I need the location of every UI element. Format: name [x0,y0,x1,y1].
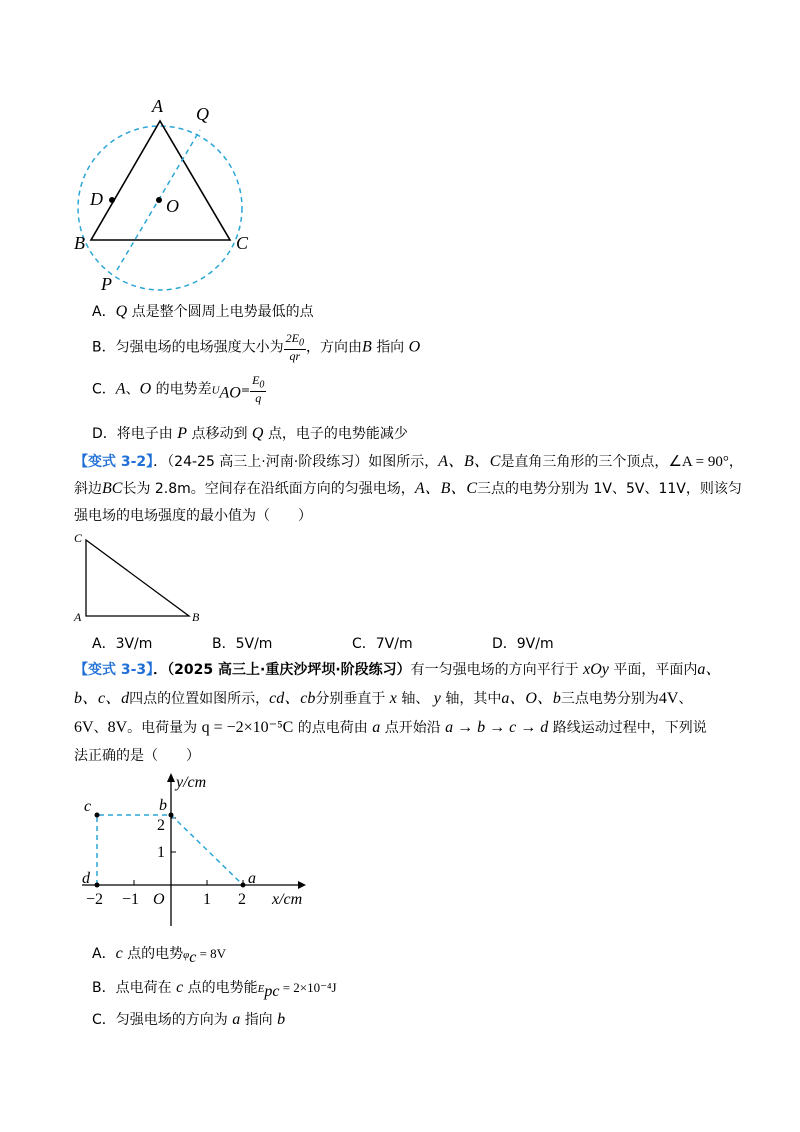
q2-option-b[interactable]: B．5V/m [212,636,273,652]
label-a: A [74,610,82,624]
label-q: Q [196,104,209,124]
point-d [109,197,115,203]
y-tick-1: 1 [157,844,165,861]
label-b: b [159,797,167,814]
x-tick-2: 2 [238,891,246,908]
label-d: D [90,189,103,209]
label-a: A [152,96,163,116]
triangle-abc [91,121,230,240]
y-tick-2: 2 [157,817,165,834]
q3-option-c[interactable]: C．匀强电场的方向为 a 指向 b [92,1011,286,1028]
fraction-2e0-qr: $\frac{2E_0}{qr}$ [285,331,304,364]
q3-line-3: 6V、8V。电荷量为 q = −2×10⁻⁵C 的点电荷由 a 点开始沿 a → b → c → d 路线运动过程中，下列说 [74,719,707,736]
point-o [156,197,162,203]
q3-line-1: 【变式 3-3】．（2025 高三上·重庆沙坪坝·阶段练习）有一匀强电场的方向平行于 xOy 平面，平面内a、 [74,661,722,678]
q2-line-2: 斜边BC长为 2.8m。空间存在沿纸面方向的匀强电场，A、B、C三点的电势分别为 1V、5V、11V，则该匀 [74,480,742,497]
q3-tag: 【变式 3-3】 [74,662,154,678]
x-axis-label: x/cm [272,891,303,908]
q3-option-a[interactable]: A．c 点的电势$\varphi_c = 8V$ [92,945,227,966]
point-b [169,813,174,818]
x-tick-neg1: −1 [122,891,140,908]
x-axis-arrow [298,881,306,889]
y-axis-label: y/cm [176,774,207,791]
label-o: O [166,196,179,216]
fraction-e0-q: $\frac{E_0}{q}$ [252,373,265,406]
q3-line-2: b、c、d四点的位置如图所示，cd、cb分别垂直于 x 轴、 y 轴，其中a、O、b三点电势分别为4V、 [74,690,693,707]
right-triangle-figure [70,528,210,626]
point-c [95,813,100,818]
x-tick-neg2: −2 [86,891,104,908]
y-axis-arrow [167,773,175,782]
q2-option-d[interactable]: D．9V/m [492,636,554,652]
label-o: O [153,891,165,908]
label-b: B [74,233,85,253]
label-c: c [84,798,92,815]
circle-triangle-figure [70,90,260,300]
point-a [241,883,246,888]
q2-option-c[interactable]: C．7V/m [352,636,413,652]
point-d [95,883,100,888]
q3-line-4: 法正确的是（ ） [74,748,200,764]
q1-option-c[interactable]: C．A、O 的电势差$U_{AO}=$ $\frac{E_0}{q}$ [92,373,265,406]
label-c: C [74,531,83,545]
label-d: d [82,870,90,887]
label-a: a [248,870,256,887]
label-c: C [236,233,249,253]
triangle-cab [86,540,189,616]
label-b: B [192,610,200,624]
q1-option-a[interactable]: A．Q 点是整个圆周上电势最低的点 [92,303,314,320]
q2-option-a[interactable]: A．3V/m [92,636,153,652]
q2-line-3: 强电场的电场强度的最小值为（ ） [74,508,312,524]
q2-line-1: 【变式 3-2】．（24-25 高三上·河南·阶段练习）如图所示，A、B、C是直角三角形的三个顶点，∠A = 90°， [74,453,743,470]
dashed-path [97,815,243,885]
q1-option-b[interactable]: B．匀强电场的电场强度大小为 $\frac{2E_0}{qr}$ ，方向由B 指向 O [92,331,421,364]
q1-option-d[interactable]: D．将电子由 P 点移动到 Q 点，电子的电势能减少 [92,425,408,442]
x-tick-1: 1 [203,891,211,908]
q3-option-b[interactable]: B．点电荷在 c 点的电势能$E_{pc} = 2\times 10^{-4}J$ [92,979,337,1000]
coordinate-figure [76,768,336,930]
label-p: P [101,274,112,294]
q2-tag: 【变式 3-2】 [74,454,154,470]
